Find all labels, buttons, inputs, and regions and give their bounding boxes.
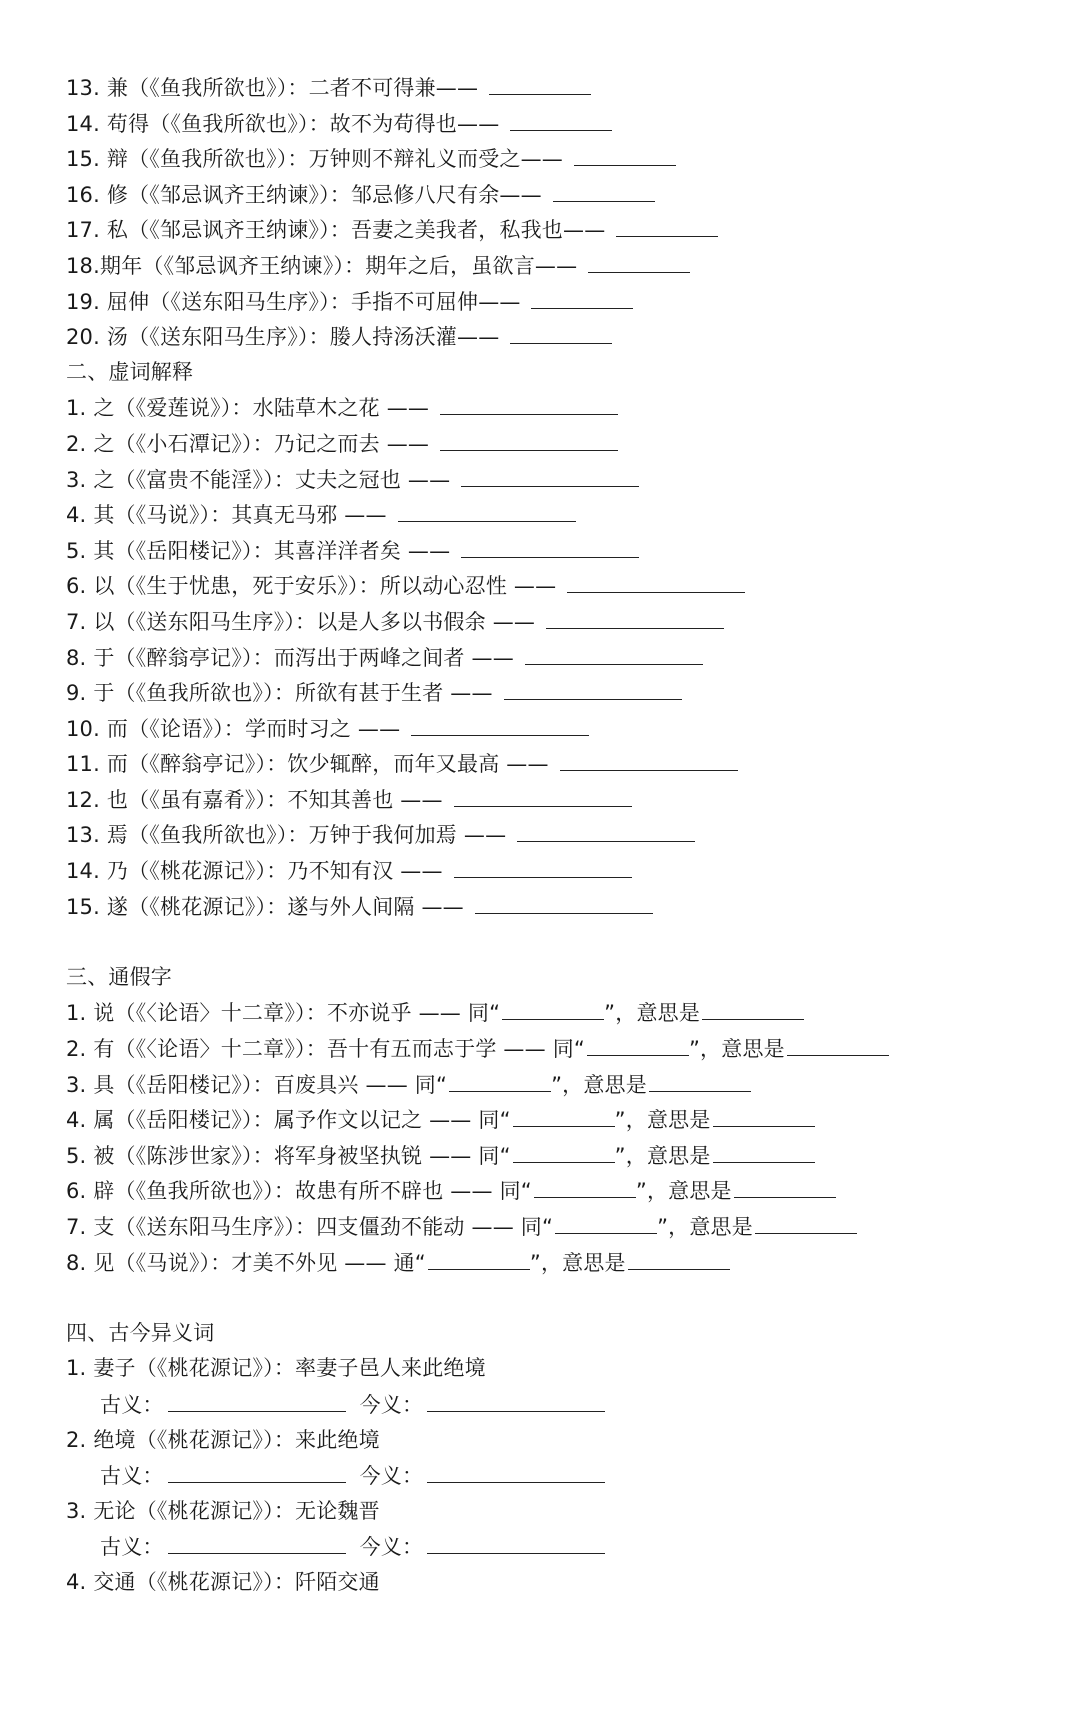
answer-blank[interactable]	[461, 533, 639, 558]
item-number: 2.	[66, 1427, 87, 1452]
answer-blank[interactable]	[510, 106, 612, 131]
item-text: 有（《〈论语〉十二章》）：吾十有五而志于学 ——	[93, 1037, 553, 1062]
item-text: 而（《醉翁亭记》）：饮少辄醉，而年又最高 ——	[106, 752, 549, 777]
item-text: 焉（《鱼我所欲也》）：万钟于我何加焉 ——	[106, 823, 507, 848]
vocab-list	[66, 70, 1056, 355]
section-title-xuci: 二、虚词解释	[66, 359, 194, 384]
item-text: 乃（《桃花源记》）：乃不知有汉 ——	[106, 859, 443, 884]
tongjia-item	[66, 995, 1056, 1031]
xuci-item	[66, 853, 1056, 889]
tongjia-item	[66, 1102, 1056, 1138]
item-text: 期年（《邹忌讽齐王纳谏》）：期年之后，虽欲言——	[100, 253, 578, 278]
item-number: 13.	[66, 76, 100, 100]
tongjia-item	[66, 1245, 1056, 1281]
xuci-list	[66, 390, 1056, 924]
meaning-label: ”，意思是	[657, 1215, 753, 1239]
item-text: 于（《醉翁亭记》）：而泻出于两峰之间者 ——	[93, 645, 514, 670]
modern-meaning-label: 今义：	[359, 1464, 424, 1489]
answer-blank[interactable]	[560, 746, 738, 771]
item-number: 7.	[66, 1215, 87, 1239]
item-text: 苟得（《鱼我所欲也》）：故不为苟得也——	[106, 111, 500, 136]
gujin-answer-row	[66, 1458, 1056, 1494]
meaning-blank[interactable]	[755, 1209, 857, 1234]
item-number: 1.	[66, 396, 87, 421]
item-number: 14.	[66, 859, 100, 884]
gujin-item	[66, 1565, 1056, 1601]
item-number: 15.	[66, 147, 100, 172]
gujin-answer-row	[66, 1529, 1056, 1565]
xuci-item	[66, 711, 1056, 747]
item-text: 于（《鱼我所欲也》）：所欲有甚于生者 ——	[93, 681, 493, 706]
item-text: 其（《岳阳楼记》）：其喜洋洋者矣 ——	[93, 538, 451, 563]
item-number: 8.	[66, 645, 87, 670]
xuci-item	[66, 533, 1056, 569]
answer-blank[interactable]	[440, 390, 618, 415]
item-number: 17.	[66, 218, 100, 243]
item-number: 4.	[66, 1569, 87, 1594]
modern-meaning-label: 今义：	[359, 1535, 424, 1560]
ancient-meaning-blank[interactable]	[168, 1529, 346, 1554]
meaning-label: ”，意思是	[604, 1001, 701, 1026]
ancient-meaning-label: 古义：	[100, 1464, 164, 1489]
answer-blank[interactable]	[475, 889, 653, 914]
vocab-item	[66, 177, 1056, 213]
modern-meaning-label: 今义：	[359, 1392, 424, 1417]
xuci-item	[66, 426, 1056, 462]
gujin-answer-row	[66, 1387, 1056, 1423]
item-number: 10.	[66, 716, 100, 741]
meaning-label: ”，意思是	[688, 1037, 785, 1062]
item-number: 14.	[66, 111, 100, 136]
xuci-item	[66, 817, 1056, 853]
modern-meaning-blank[interactable]	[427, 1387, 605, 1412]
item-number: 2.	[66, 431, 87, 456]
tongjia-item	[66, 1138, 1056, 1174]
item-text: 也（《虽有嘉肴》）：不知其善也 ——	[106, 787, 443, 812]
item-text: 见（《马说》）：才美不外见 ——	[93, 1250, 394, 1275]
section-spacer	[66, 1280, 1056, 1316]
item-text: 之（《爱莲说》）：水陆草木之花 ——	[93, 396, 430, 421]
character-blank[interactable]	[428, 1245, 530, 1270]
gujin-item	[66, 1351, 1056, 1387]
tongjia-item	[66, 1173, 1056, 1209]
tongjia-item	[66, 1031, 1056, 1067]
answer-blank[interactable]	[531, 284, 633, 309]
item-number: 5.	[66, 1143, 87, 1168]
meaning-blank[interactable]	[734, 1173, 836, 1198]
answer-blank[interactable]	[510, 319, 612, 344]
item-text: 被（《陈涉世家》）：将军身被坚执锐 ——	[93, 1143, 479, 1168]
answer-blank[interactable]	[489, 70, 591, 95]
item-number: 2.	[66, 1037, 87, 1062]
answer-blank[interactable]	[454, 853, 632, 878]
item-number: 20.	[66, 325, 100, 350]
item-text: 辟（《鱼我所欲也》）：故患有所不辟也 ——	[93, 1179, 500, 1204]
xuci-item	[66, 889, 1056, 925]
xuci-item	[66, 604, 1056, 640]
answer-blank[interactable]	[546, 604, 724, 629]
vocab-item	[66, 248, 1056, 284]
answer-blank[interactable]	[411, 711, 589, 736]
xuci-item	[66, 462, 1056, 498]
item-number: 1.	[66, 1356, 87, 1381]
ancient-meaning-label: 古义：	[100, 1535, 164, 1560]
tongjia-item	[66, 1209, 1056, 1245]
item-number: 3.	[66, 467, 87, 492]
meaning-label: ”，意思是	[614, 1143, 711, 1168]
meaning-blank[interactable]	[628, 1245, 730, 1270]
item-text: 绝境（《桃花源记》）：来此绝境	[93, 1427, 380, 1452]
item-number: 8.	[66, 1250, 87, 1275]
xuci-item	[66, 746, 1056, 782]
xuci-item	[66, 675, 1056, 711]
answer-blank[interactable]	[440, 426, 618, 451]
answer-blank[interactable]	[574, 141, 676, 166]
vocab-item	[66, 141, 1056, 177]
tongjia-list	[66, 995, 1056, 1280]
modern-meaning-blank[interactable]	[427, 1458, 605, 1483]
item-number: 18.	[66, 253, 100, 278]
xuci-item	[66, 568, 1056, 604]
item-number: 5.	[66, 538, 87, 563]
item-number: 16.	[66, 182, 100, 207]
item-text: 说（《〈论语〉十二章》）：不亦说乎 ——	[93, 1001, 468, 1026]
meaning-label: ”，意思是	[614, 1108, 711, 1133]
item-number: 9.	[66, 681, 87, 706]
vocab-item	[66, 106, 1056, 142]
item-text: 具（《岳阳楼记》）：百废具兴 ——	[93, 1072, 415, 1097]
item-text: 属（《岳阳楼记》）：属予作文以记之 ——	[93, 1108, 479, 1133]
item-text: 以（《生于忧患，死于安乐》）：所以动心忍性 ——	[93, 574, 557, 599]
modern-meaning-blank[interactable]	[427, 1529, 605, 1554]
meaning-blank[interactable]	[713, 1102, 815, 1127]
item-text: 之（《富贵不能淫》）：丈夫之冠也 ——	[93, 467, 451, 492]
meaning-label: ”，意思是	[635, 1179, 732, 1204]
item-text: 兼（《鱼我所欲也》）：二者不可得兼——	[106, 76, 479, 100]
item-text: 支（《送东阳马生序》）：四支僵劲不能动 ——	[93, 1215, 521, 1239]
item-text: 妻子（《桃花源记》）：率妻子邑人来此绝境	[93, 1356, 486, 1381]
item-number: 6.	[66, 574, 87, 599]
section-title-tongjia: 三、通假字	[66, 964, 172, 989]
character-blank[interactable]	[534, 1173, 636, 1198]
same-as-label: 同“	[414, 1072, 448, 1097]
item-text: 屈伸（《送东阳马生序》）：手指不可屈伸——	[106, 289, 521, 314]
xuci-item	[66, 390, 1056, 426]
character-blank[interactable]	[449, 1067, 551, 1092]
gujin-list	[66, 1351, 1056, 1600]
item-text: 其（《马说》）：其真无马邪 ——	[93, 503, 387, 528]
item-text: 修（《邹忌讽齐王纳谏》）：邹忌修八尺有余——	[106, 182, 542, 207]
item-number: 13.	[66, 823, 100, 848]
answer-blank[interactable]	[517, 817, 695, 842]
item-text: 私（《邹忌讽齐王纳谏》）：吾妻之美我者，私我也——	[106, 218, 606, 243]
vocab-item	[66, 212, 1056, 248]
item-number: 3.	[66, 1072, 87, 1097]
ancient-meaning-blank[interactable]	[168, 1387, 346, 1412]
meaning-blank[interactable]	[713, 1138, 815, 1163]
answer-blank[interactable]	[454, 782, 632, 807]
same-as-label: 通“	[393, 1250, 426, 1275]
character-blank[interactable]	[502, 995, 604, 1020]
gujin-item	[66, 1423, 1056, 1459]
answer-blank[interactable]	[588, 248, 690, 273]
item-text: 之（《小石潭记》）：乃记之而去 ——	[93, 431, 430, 456]
tongjia-item	[66, 1067, 1056, 1103]
item-number: 6.	[66, 1179, 87, 1204]
answer-blank[interactable]	[553, 177, 655, 202]
item-text: 汤（《送东阳马生序》）：媵人持汤沃灌——	[106, 325, 500, 350]
item-number: 3.	[66, 1498, 87, 1523]
item-text: 以（《送东阳马生序》）：以是人多以书假余 ——	[93, 609, 536, 634]
item-number: 1.	[66, 1001, 87, 1026]
answer-blank[interactable]	[504, 675, 682, 700]
item-number: 4.	[66, 503, 87, 528]
vocab-item	[66, 70, 1056, 106]
answer-blank[interactable]	[525, 640, 703, 665]
character-blank[interactable]	[587, 1031, 689, 1056]
xuci-item	[66, 782, 1056, 818]
meaning-blank[interactable]	[702, 995, 804, 1020]
answer-blank[interactable]	[616, 212, 718, 237]
xuci-item	[66, 497, 1056, 533]
item-text: 辩（《鱼我所欲也》）：万钟则不辩礼义而受之——	[106, 147, 563, 172]
item-number: 4.	[66, 1108, 87, 1133]
meaning-blank[interactable]	[787, 1031, 889, 1056]
same-as-label: 同“	[467, 1001, 501, 1026]
item-number: 7.	[66, 609, 87, 634]
same-as-label: 同“	[520, 1215, 554, 1239]
worksheet-page	[66, 70, 1056, 1601]
item-number: 12.	[66, 787, 100, 812]
xuci-item	[66, 640, 1056, 676]
item-text: 无论（《桃花源记》）：无论魏晋	[93, 1498, 380, 1523]
ancient-meaning-label: 古义：	[100, 1392, 164, 1417]
item-number: 15.	[66, 894, 100, 919]
ancient-meaning-blank[interactable]	[168, 1458, 346, 1483]
same-as-label: 同“	[478, 1143, 511, 1168]
character-blank[interactable]	[513, 1138, 615, 1163]
item-text: 遂（《桃花源记》）：遂与外人间隔 ——	[106, 894, 464, 919]
item-text: 而（《论语》）：学而时习之 ——	[106, 716, 401, 741]
same-as-label: 同“	[499, 1179, 532, 1204]
section-spacer	[66, 924, 1056, 960]
answer-blank[interactable]	[461, 462, 639, 487]
vocab-item	[66, 284, 1056, 320]
vocab-item	[66, 319, 1056, 355]
meaning-blank[interactable]	[649, 1067, 751, 1092]
answer-blank[interactable]	[398, 497, 576, 522]
character-blank[interactable]	[513, 1102, 615, 1127]
same-as-label: 同“	[552, 1037, 585, 1062]
character-blank[interactable]	[555, 1209, 657, 1234]
gujin-item	[66, 1494, 1056, 1530]
item-text: 交通（《桃花源记》）：阡陌交通	[93, 1569, 380, 1594]
section-title-gujin: 四、古今异义词	[66, 1320, 215, 1345]
same-as-label: 同“	[478, 1108, 511, 1133]
item-number: 19.	[66, 289, 100, 314]
meaning-label: ”，意思是	[551, 1072, 647, 1097]
item-number: 11.	[66, 752, 100, 777]
answer-blank[interactable]	[567, 568, 745, 593]
meaning-label: ”，意思是	[529, 1250, 626, 1275]
